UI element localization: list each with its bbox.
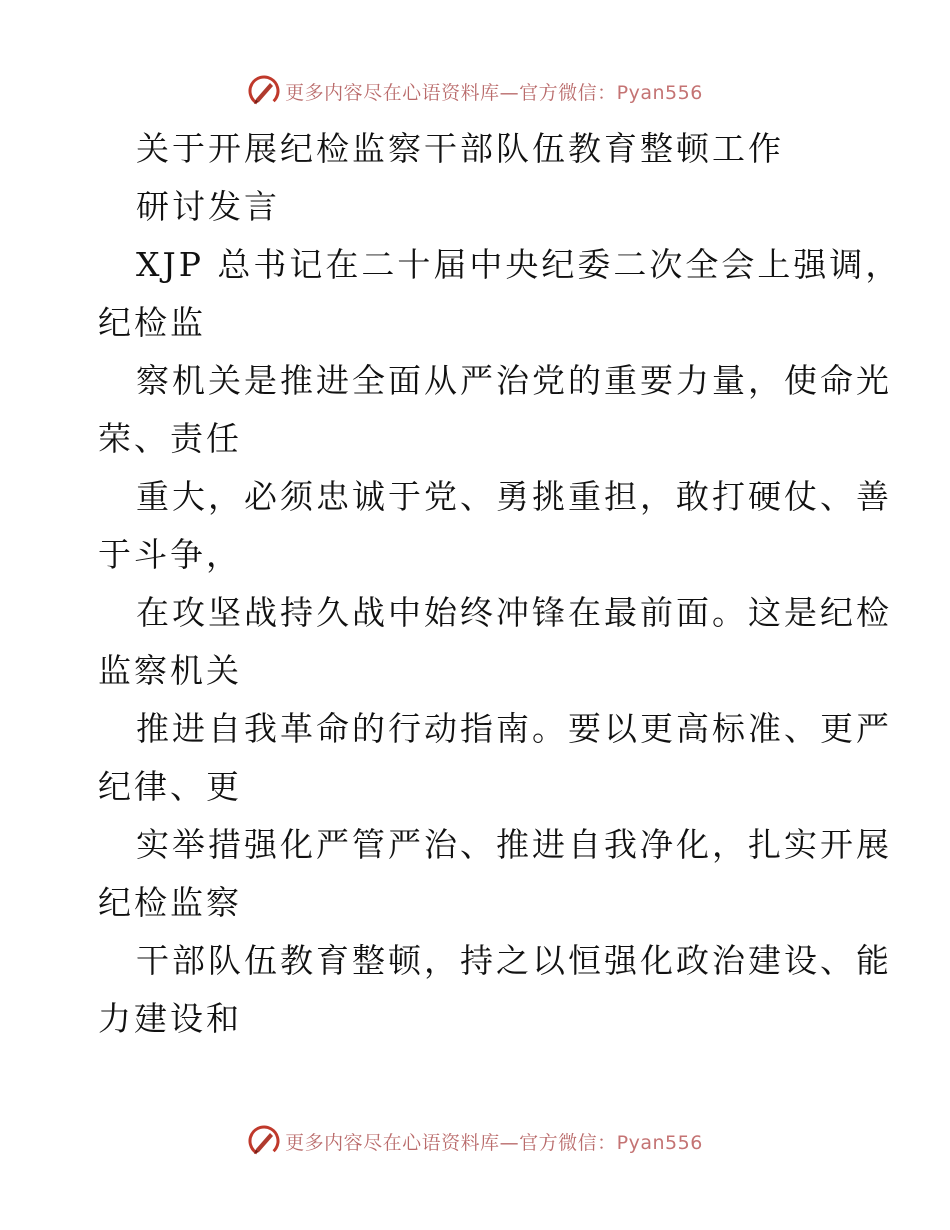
text-line: 监察机关 — [98, 651, 242, 690]
document-body — [98, 120, 902, 1048]
text-line: 纪检监察 — [98, 883, 242, 922]
text-line: 于斗争， — [98, 535, 242, 574]
watermark-text: 更多内容尽在心语资料库—官方微信：Pyan556 — [285, 81, 703, 104]
text-line: XJP 总书记在二十届中央纪委二次全会上强调， — [136, 245, 902, 284]
footer-watermark — [0, 1121, 950, 1161]
watermark-text: 更多内容尽在心语资料库—官方微信：Pyan556 — [285, 1131, 703, 1154]
pen-logo-icon — [247, 1124, 281, 1158]
text-line: 纪律、更 — [98, 767, 242, 806]
text-line: 力建设和 — [98, 999, 242, 1038]
text-line: 关于开展纪检监察干部队伍教育整顿工作 — [136, 129, 784, 168]
text-line: 重大，必须忠诚于党、勇挑重担，敢打硬仗、善 — [136, 477, 892, 516]
text-line: 推进自我革命的行动指南。要以更高标准、更严 — [136, 709, 892, 748]
text-line: 研讨发言 — [136, 187, 280, 226]
text-line: 干部队伍教育整顿，持之以恒强化政治建设、能 — [136, 941, 892, 980]
text-line: 实举措强化严管严治、推进自我净化，扎实开展 — [136, 825, 892, 864]
text-line: 荣、责任 — [98, 419, 242, 458]
text-line: 纪检监 — [98, 303, 206, 342]
text-line: 察机关是推进全面从严治党的重要力量，使命光 — [136, 361, 892, 400]
pen-logo-icon — [247, 74, 281, 108]
header-watermark — [0, 71, 950, 111]
text-line: 在攻坚战持久战中始终冲锋在最前面。这是纪检 — [136, 593, 892, 632]
